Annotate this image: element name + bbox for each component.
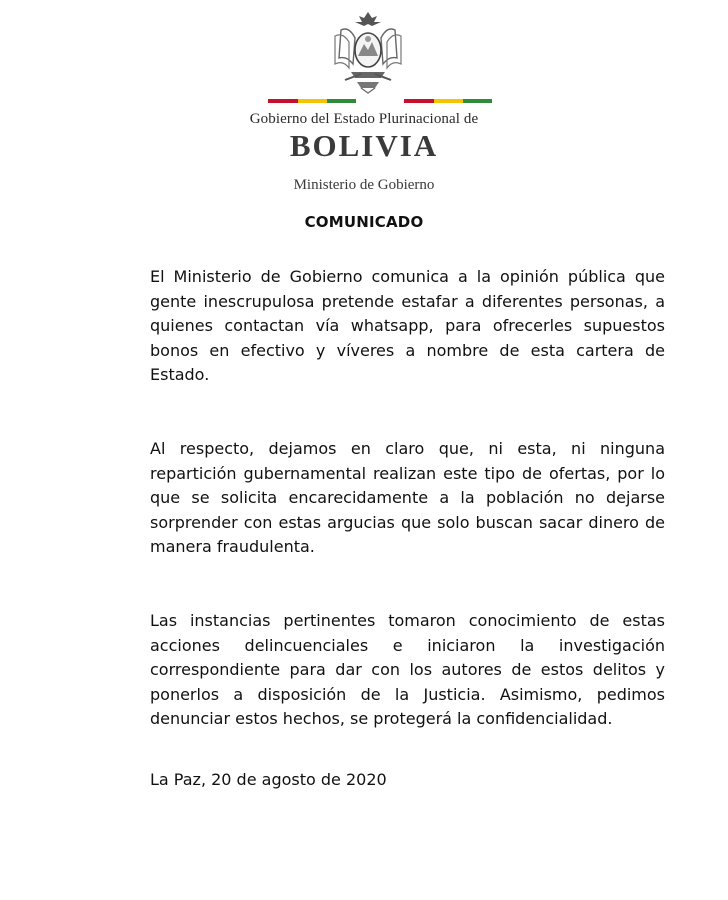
government-line: Gobierno del Estado Plurinacional de: [249, 111, 479, 127]
flag-yellow-band: [298, 99, 327, 103]
flag-yellow-band: [434, 99, 463, 103]
document-title: COMUNICADO: [304, 213, 424, 231]
ministry-name: Ministerio de Gobierno: [293, 177, 435, 193]
flag-stripe-left: [268, 99, 356, 103]
flag-red-band: [404, 99, 434, 103]
flag-red-band: [268, 99, 298, 103]
flag-green-band: [463, 99, 492, 103]
country-name: BOLIVIA: [289, 128, 439, 163]
document-body: [150, 265, 665, 781]
bolivia-coat-of-arms-icon: [331, 8, 405, 94]
body-paragraph: Al respecto, dejamos en claro que, ni esta, ni ninguna repartición gubernamental realizan este tipo de ofertas, por lo que se solicita encarecidamente a la población no dejarse sorprender con estas argucias que solo buscan sacar dinero de manera fraudulenta.: [150, 438, 665, 557]
flag-stripe-right: [404, 99, 492, 103]
body-paragraph: Las instancias pertinentes tomaron conocimiento de estas acciones delincuenciales e iniciaron la investigación correspondiente para dar con los autores de estos delitos y ponerlos a disposición de la Justicia. Asimismo, pedimos denunciar estos hechos, se protegerá la confidencialidad.: [150, 610, 665, 729]
body-paragraph: El Ministerio de Gobierno comunica a la opinión pública que gente inescrupulosa pretende estafar a diferentes personas, a quienes contactan vía whatsapp, para ofrecerles supuestos bonos en efectivo y víveres a nombre de esta cartera de Estado.: [150, 267, 665, 385]
date-line: La Paz, 20 de agosto de 2020: [150, 770, 387, 789]
flag-green-band: [327, 99, 356, 103]
letterhead: [0, 0, 728, 210]
